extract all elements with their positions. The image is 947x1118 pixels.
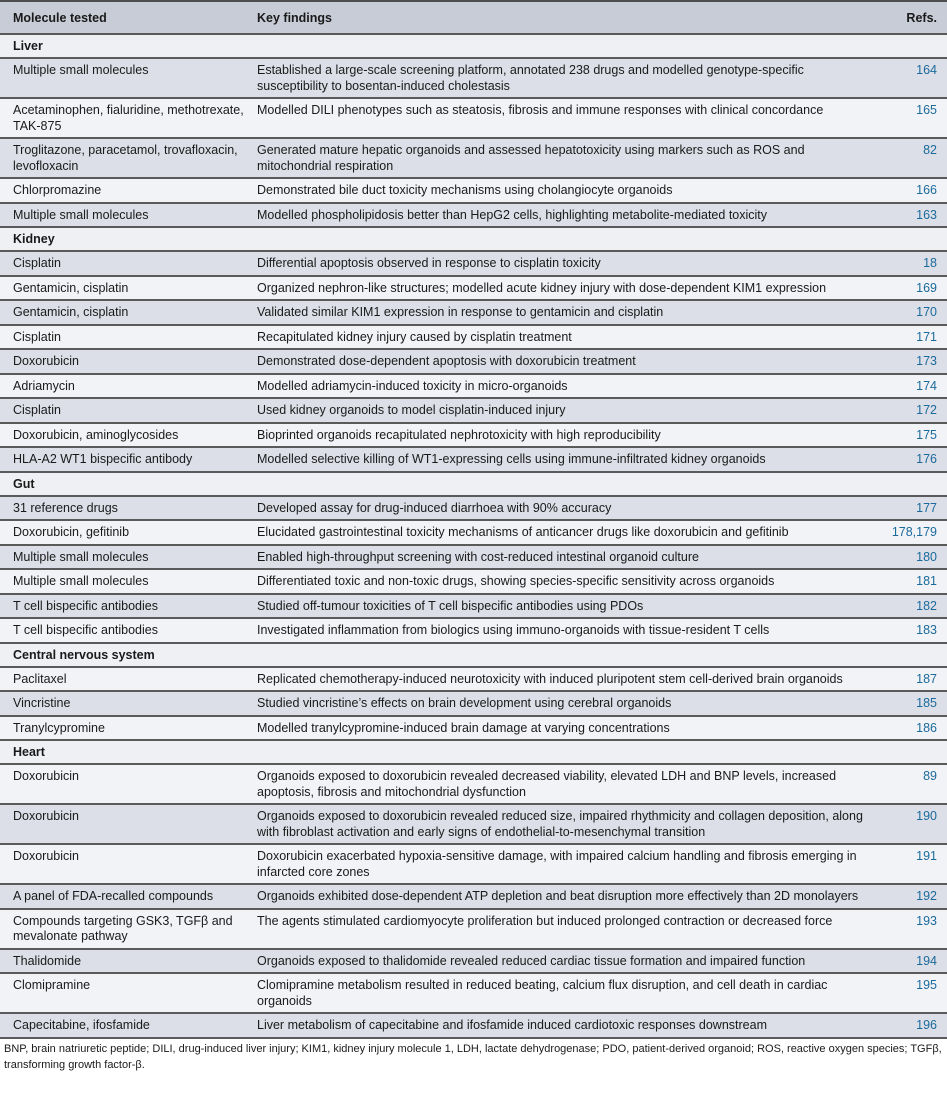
table-row: [0, 375, 947, 400]
molecule-cell: Doxorubicin, gefitinib: [13, 525, 130, 539]
molecule-cell: Cisplatin: [13, 329, 61, 344]
table-header-row: [0, 2, 947, 35]
molecule-cell: Multiple small molecules: [13, 207, 149, 222]
molecule-cell: Clomipramine: [13, 978, 91, 992]
finding-cell: Demonstrated bile duct toxicity mechanisms using cholangiocyte organoids: [257, 183, 673, 197]
reference-link[interactable]: 180: [916, 549, 937, 564]
molecule-cell: Gentamicin, cisplatin: [13, 305, 129, 319]
reference-link[interactable]: 191: [916, 849, 937, 863]
molecule-cell: A panel of FDA-recalled compounds: [13, 889, 214, 903]
table-row: [0, 204, 947, 229]
molecule-cell: HLA-A2 WT1 bispecific antibody: [13, 452, 193, 466]
molecule-cell: Compounds targeting GSK3, TGFβ and mevalonate pathway: [13, 913, 233, 943]
table-row: [0, 974, 947, 1014]
molecule-cell: Paclitaxel: [13, 671, 67, 686]
section-header-row: [0, 741, 947, 765]
column-header-refs: Refs.: [906, 10, 937, 25]
finding-cell: Modelled DILI phenotypes such as steatosis, fibrosis and immune responses with clinical concordance: [257, 103, 824, 117]
finding-cell: Modelled adriamycin-induced toxicity in micro-organoids: [257, 378, 568, 393]
table-row: [0, 619, 947, 644]
reference-link[interactable]: 89: [923, 769, 937, 783]
reference-link[interactable]: 186: [916, 720, 937, 735]
molecule-cell: Capecitabine, ifosfamide: [13, 1018, 150, 1032]
finding-cell: Differential apoptosis observed in response to cisplatin toxicity: [257, 256, 601, 270]
table-row: [0, 950, 947, 975]
reference-link[interactable]: 165: [916, 103, 937, 117]
molecule-cell: T cell bispecific antibodies: [13, 598, 158, 613]
finding-cell: Developed assay for drug-induced diarrhoea with 90% accuracy: [257, 500, 612, 515]
finding-cell: Modelled phospholipidosis better than HepG2 cells, highlighting metabolite-mediated toxicity: [257, 207, 768, 222]
finding-cell: Organoids exposed to doxorubicin revealed decreased viability, elevated LDH and BNP levels, increased apoptosis, fibrosis and mitochondrial dysfunction: [257, 769, 837, 799]
reference-link[interactable]: 170: [916, 305, 937, 319]
molecule-cell: Multiple small molecules: [13, 63, 149, 77]
molecule-cell: Doxorubicin: [13, 354, 80, 368]
reference-link[interactable]: 169: [916, 280, 937, 295]
table-row: [0, 497, 947, 522]
table-row: [0, 845, 947, 885]
finding-cell: Studied off-tumour toxicities of T cell bispecific antibodies using PDOs: [257, 598, 644, 613]
finding-cell: Studied vincristine’s effects on brain development using cerebral organoids: [257, 696, 672, 710]
molecule-cell: Vincristine: [13, 696, 71, 710]
section-header-row: [0, 228, 947, 252]
molecule-cell: 31 reference drugs: [13, 500, 118, 515]
reference-link[interactable]: 177: [916, 500, 937, 515]
table-row: [0, 692, 947, 717]
table-row: [0, 399, 947, 424]
finding-cell: Generated mature hepatic organoids and assessed hepatotoxicity using markers such as ROS and mitochondrial respiration: [257, 143, 805, 173]
table-row: [0, 252, 947, 277]
reference-link[interactable]: 164: [916, 63, 937, 77]
finding-cell: Established a large-scale screening platform, annotated 238 drugs and modelled genotype-specific susceptibility to bosentan-induced cholestasis: [257, 63, 804, 93]
table-row: [0, 570, 947, 595]
finding-cell: Replicated chemotherapy-induced neurotoxicity with induced pluripotent stem cell-derived brain organoids: [257, 671, 843, 686]
reference-link[interactable]: 163: [916, 207, 937, 222]
finding-cell: Organoids exhibited dose-dependent ATP depletion and beat disruption more effectively than 2D monolayers: [257, 889, 859, 903]
table-row: [0, 717, 947, 742]
reference-link[interactable]: 178,179: [891, 525, 937, 539]
reference-link[interactable]: 173: [916, 354, 937, 368]
reference-link[interactable]: 193: [916, 913, 937, 928]
reference-link[interactable]: 196: [916, 1018, 937, 1032]
table-row: [0, 59, 947, 99]
table-row: [0, 521, 947, 546]
section-title: Heart: [13, 745, 45, 759]
table-row: [0, 179, 947, 204]
finding-cell: Enabled high-throughput screening with cost-reduced intestinal organoid culture: [257, 549, 699, 564]
section-header-row: [0, 644, 947, 668]
molecule-cell: Gentamicin, cisplatin: [13, 280, 129, 295]
finding-cell: Doxorubicin exacerbated hypoxia-sensitive damage, with impaired calcium handling and fibrosis emerging in infarcted core zones: [257, 849, 857, 879]
molecule-cell: Doxorubicin, aminoglycosides: [13, 427, 179, 442]
table-row: [0, 99, 947, 139]
reference-link[interactable]: 181: [916, 574, 937, 588]
finding-cell: Validated similar KIM1 expression in response to gentamicin and cisplatin: [257, 305, 664, 319]
molecule-cell: Acetaminophen, fialuridine, methotrexate, TAK-875: [13, 103, 244, 133]
molecule-cell: Multiple small molecules: [13, 574, 149, 588]
table-row: [0, 668, 947, 693]
table-row: [0, 595, 947, 620]
reference-link[interactable]: 185: [916, 696, 937, 710]
reference-link[interactable]: 187: [916, 671, 937, 686]
finding-cell: Recapitulated kidney injury caused by cisplatin treatment: [257, 329, 572, 344]
reference-link[interactable]: 190: [916, 809, 937, 823]
molecule-cell: Chlorpromazine: [13, 183, 102, 197]
molecule-cell: Adriamycin: [13, 378, 75, 393]
table-row: [0, 350, 947, 375]
molecule-cell: Troglitazone, paracetamol, trovafloxacin, levofloxacin: [13, 143, 238, 173]
table-row: [0, 139, 947, 179]
reference-link[interactable]: 166: [916, 183, 937, 197]
section-header-row: [0, 35, 947, 59]
section-title: Liver: [13, 39, 43, 53]
molecule-cell: Cisplatin: [13, 256, 61, 270]
reference-link[interactable]: 176: [916, 452, 937, 466]
reference-link[interactable]: 172: [916, 403, 937, 417]
reference-link[interactable]: 18: [923, 256, 937, 270]
section-title: Central nervous system: [13, 647, 155, 662]
reference-link[interactable]: 82: [923, 143, 937, 157]
reference-link[interactable]: 171: [916, 329, 937, 344]
reference-link[interactable]: 194: [916, 953, 937, 968]
finding-cell: Differentiated toxic and non-toxic drugs, showing species-specific sensitivity across organoids: [257, 574, 775, 588]
table-row: [0, 326, 947, 351]
reference-link[interactable]: 192: [916, 889, 937, 903]
molecule-cell: T cell bispecific antibodies: [13, 623, 158, 637]
finding-cell: Liver metabolism of capecitabine and ifosfamide induced cardiotoxic responses downstream: [257, 1018, 767, 1032]
finding-cell: Investigated inflammation from biologics using immuno-organoids with tissue-resident T cells: [257, 623, 770, 637]
table-row: [0, 910, 947, 950]
molecule-cell: Doxorubicin: [13, 769, 80, 783]
table-body: [0, 35, 947, 1039]
table-row: [0, 277, 947, 302]
finding-cell: Clomipramine metabolism resulted in reduced beating, calcium flux disruption, and cell death in cardiac organoids: [257, 978, 828, 1008]
finding-cell: Elucidated gastrointestinal toxicity mechanisms of anticancer drugs like doxorubicin and gefitinib: [257, 525, 789, 539]
finding-cell: Organoids exposed to doxorubicin revealed reduced size, impaired rhythmicity and collagen deposition, along with fibroblast activation and early signs of endothelial-to-mesenchymal transition: [257, 809, 863, 839]
table-row: [0, 448, 947, 473]
molecule-cell: Multiple small molecules: [13, 549, 149, 564]
reference-link[interactable]: 175: [916, 427, 937, 442]
section-title: Gut: [13, 476, 35, 491]
finding-cell: Modelled selective killing of WT1-expressing cells using immune-infiltrated kidney organoids: [257, 452, 766, 466]
column-header-findings: Key findings: [257, 10, 333, 25]
finding-cell: Modelled tranylcypromine-induced brain damage at varying concentrations: [257, 720, 670, 735]
reference-link[interactable]: 183: [916, 623, 937, 637]
molecule-cell: Doxorubicin: [13, 849, 80, 863]
section-header-row: [0, 473, 947, 497]
finding-cell: Demonstrated dose-dependent apoptosis with doxorubicin treatment: [257, 354, 636, 368]
table-row: [0, 424, 947, 449]
table-row: [0, 301, 947, 326]
table-row: [0, 765, 947, 805]
table-row: [0, 805, 947, 845]
molecule-cell: Cisplatin: [13, 403, 61, 417]
table-row: [0, 546, 947, 571]
table-row: [0, 885, 947, 910]
table-footnote: BNP, brain natriuretic peptide; DILI, drug-induced liver injury; KIM1, kidney injury molecule 1, LDH, lactate dehydrogenase; PDO, patient-derived organoid; ROS, reactive oxygen species; TGFβ, transforming growth factor-β.: [4, 1042, 942, 1071]
finding-cell: Organoids exposed to thalidomide revealed reduced cardiac tissue formation and impaired function: [257, 953, 806, 968]
reference-link[interactable]: 195: [916, 978, 937, 992]
finding-cell: Bioprinted organoids recapitulated nephrotoxicity with high reproducibility: [257, 427, 661, 442]
column-header-molecule: Molecule tested: [13, 10, 107, 25]
reference-link[interactable]: 174: [916, 378, 937, 393]
molecule-cell: Thalidomide: [13, 953, 82, 968]
reference-link[interactable]: 182: [916, 598, 937, 613]
finding-cell: Used kidney organoids to model cisplatin-induced injury: [257, 403, 566, 417]
section-title: Kidney: [13, 232, 55, 246]
molecule-cell: Doxorubicin: [13, 809, 80, 823]
finding-cell: Organized nephron-like structures; modelled acute kidney injury with dose-dependent KIM1 expression: [257, 280, 827, 295]
molecule-cell: Tranylcypromine: [13, 720, 105, 735]
table-row: [0, 1014, 947, 1039]
finding-cell: The agents stimulated cardiomyocyte proliferation but induced prolonged contraction or decreased force: [257, 913, 833, 928]
